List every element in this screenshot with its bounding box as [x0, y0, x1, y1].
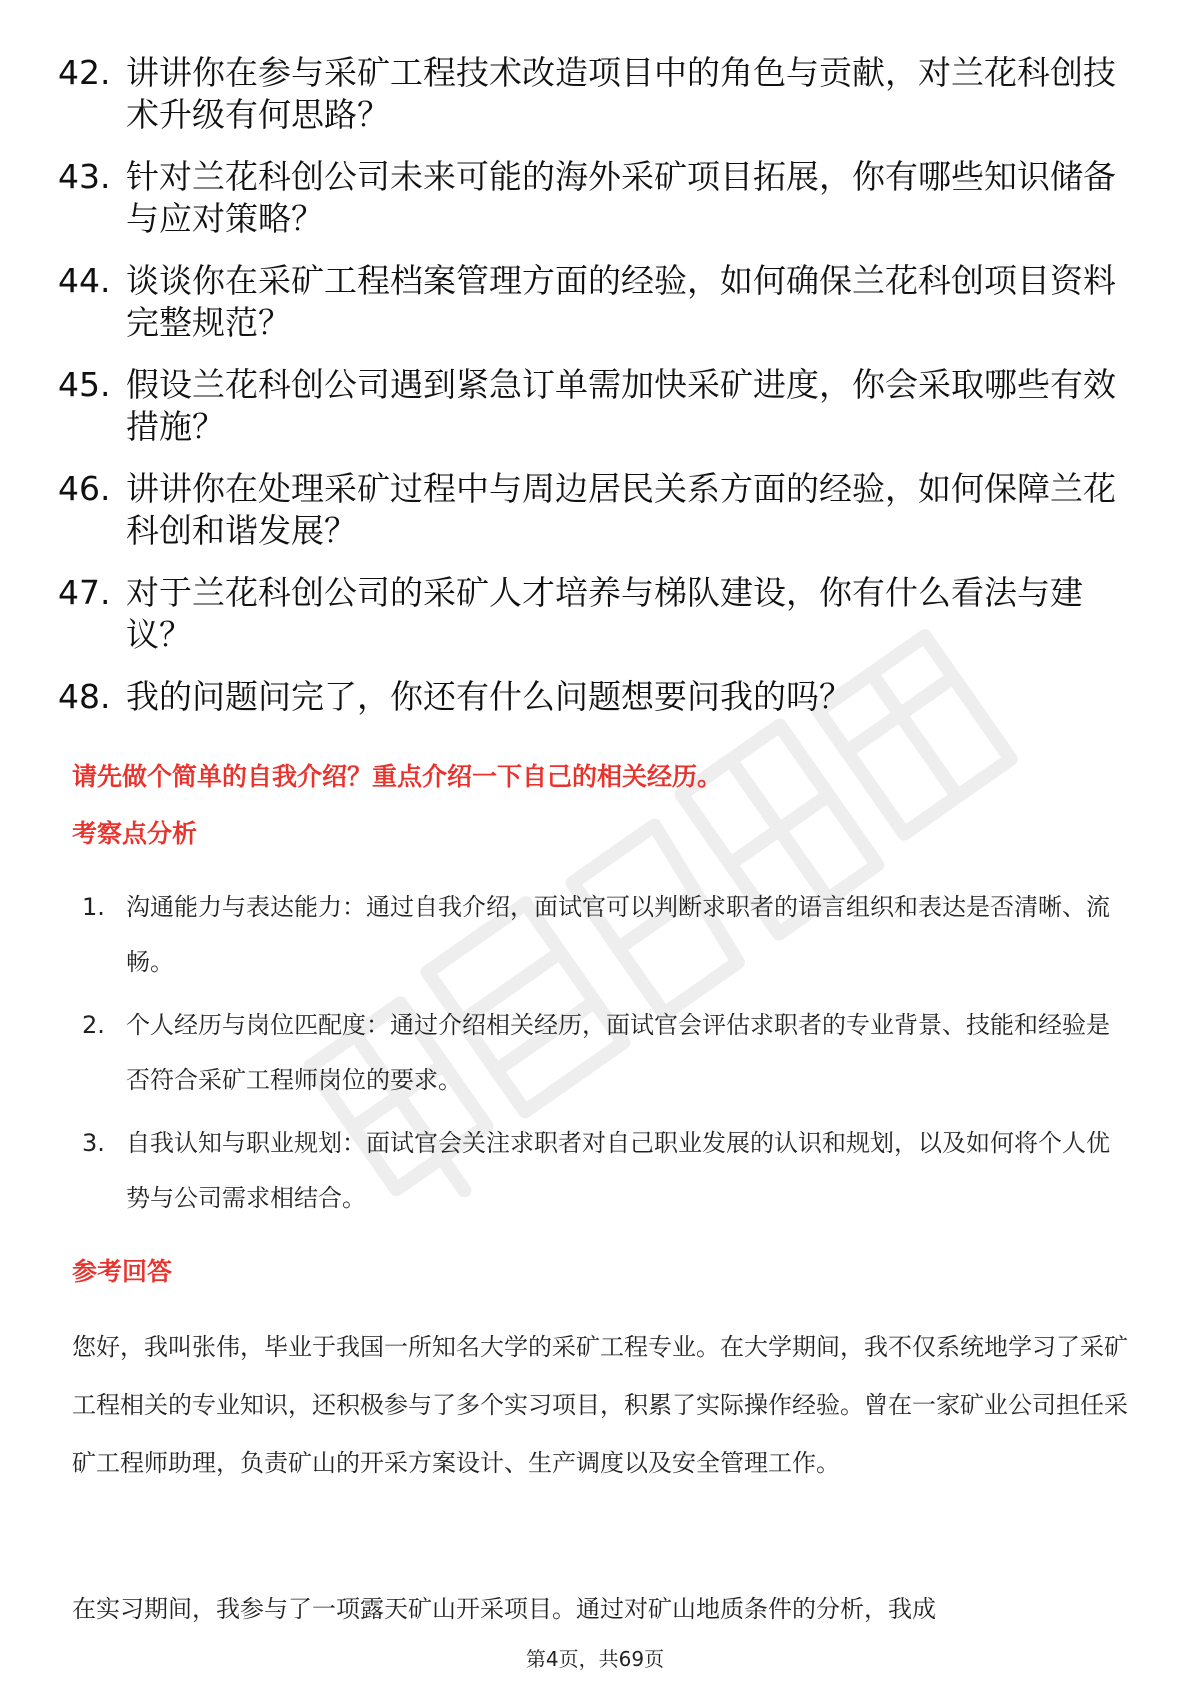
reference-answer-heading: 参考回答	[72, 1257, 173, 1286]
question-number: 45.	[58, 365, 111, 404]
analysis-number: 1.	[82, 893, 105, 921]
analysis-item	[82, 880, 1132, 990]
question-item	[58, 52, 1138, 136]
analysis-number: 3.	[82, 1129, 105, 1157]
question-text: 我的问题问完了，你还有什么问题想要问我的吗？	[126, 677, 852, 716]
question-text: 讲讲你在参与采矿工程技术改造项目中的角色与贡献，对兰花科创技术升级有何思路？	[126, 53, 1116, 134]
question-item	[58, 468, 1138, 552]
question-text: 假设兰花科创公司遇到紧急订单需加快采矿进度，你会采取哪些有效措施？	[126, 365, 1116, 446]
analysis-text: 沟通能力与表达能力：通过自我介绍，面试官可以判断求职者的语言组织和表达是否清晰、流畅。	[126, 893, 1110, 976]
analysis-item	[82, 1116, 1132, 1226]
question-text: 针对兰花科创公司未来可能的海外采矿项目拓展，你有哪些知识储备与应对策略？	[126, 157, 1116, 238]
question-text: 谈谈你在采矿工程档案管理方面的经验，如何确保兰花科创项目资料完整规范？	[126, 261, 1116, 342]
question-item	[58, 364, 1138, 448]
question-number: 42.	[58, 53, 111, 92]
question-number: 48.	[58, 677, 111, 716]
answer-paragraph: 在实习期间，我参与了一项露天矿山开采项目。通过对矿山地质条件的分析，我成	[72, 1595, 936, 1623]
question-list	[58, 52, 1138, 738]
question-text: 对于兰花科创公司的采矿人才培养与梯队建设，你有什么看法与建议？	[126, 573, 1083, 654]
question-item	[58, 572, 1138, 656]
question-number: 46.	[58, 469, 111, 508]
answer-paragraph: 您好，我叫张伟，毕业于我国一所知名大学的采矿工程专业。在大学期间，我不仅系统地学习了采矿工程相关的专业知识，还积极参与了多个实习项目，积累了实际操作经验。曾在一家矿业公司担任采矿工程师助理，负责矿山的开采方案设计、生产调度以及安全管理工作。	[72, 1333, 1128, 1477]
question-number: 47.	[58, 573, 111, 612]
analysis-item	[82, 998, 1132, 1108]
question-item	[58, 676, 1138, 718]
page-footer: 第4页，共69页	[525, 1647, 665, 1671]
interview-question-heading: 请先做个简单的自我介绍？重点介绍一下自己的相关经历。	[72, 762, 723, 791]
question-text: 讲讲你在处理采矿过程中与周边居民关系方面的经验，如何保障兰花科创和谐发展？	[126, 469, 1116, 550]
analysis-number: 2.	[82, 1011, 105, 1039]
analysis-heading: 考察点分析	[72, 819, 198, 848]
analysis-list	[82, 880, 1132, 1234]
question-number: 43.	[58, 157, 111, 196]
question-item	[58, 260, 1138, 344]
question-item	[58, 156, 1138, 240]
analysis-text: 自我认知与职业规划：面试官会关注求职者对自己职业发展的认识和规划，以及如何将个人优势与公司需求相结合。	[126, 1129, 1110, 1212]
analysis-text: 个人经历与岗位匹配度：通过介绍相关经历，面试官会评估求职者的专业背景、技能和经验是否符合采矿工程师岗位的要求。	[126, 1011, 1110, 1094]
question-number: 44.	[58, 261, 111, 300]
